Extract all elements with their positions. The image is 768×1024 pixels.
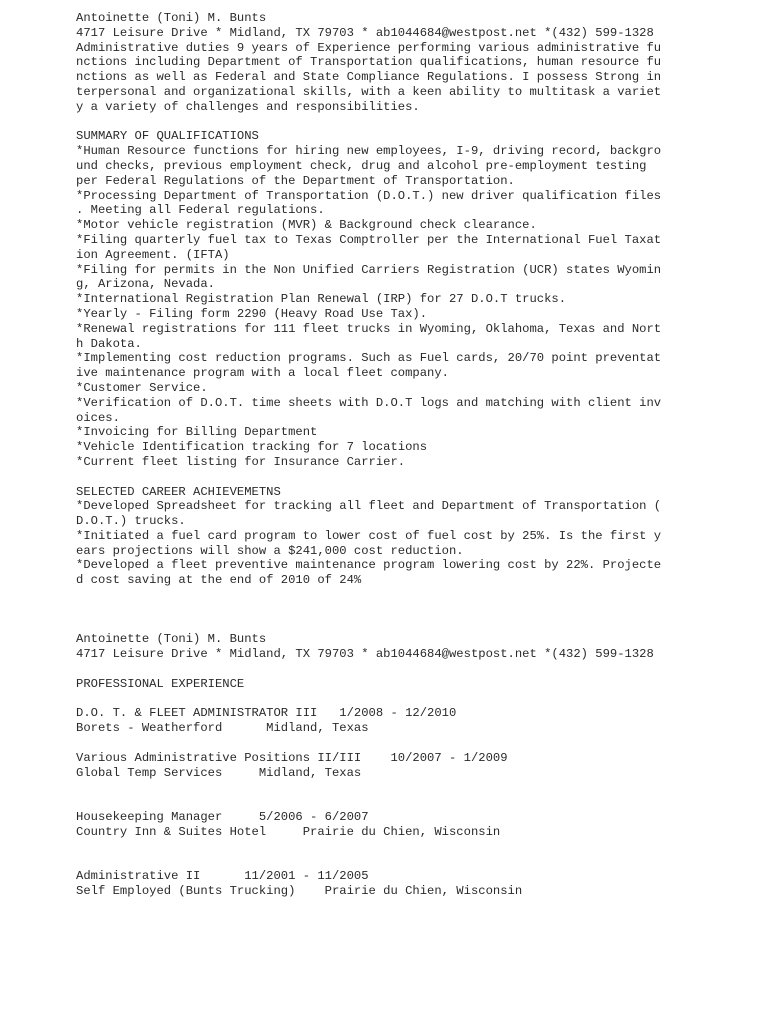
job-title-line: D.O. T. & FLEET ADMINISTRATOR III 1/2008 - 12/2010 — [76, 706, 457, 721]
summary-line: *Human Resource functions for hiring new employees, I-9, driving record, backgro — [76, 144, 662, 159]
summary-line: *Renewal registrations for 111 fleet trucks in Wyoming, Oklahoma, Texas and Nort — [76, 321, 662, 336]
summary-line: ive maintenance program with a local fleet company. — [76, 366, 449, 381]
spacer — [76, 840, 676, 870]
summary-line: *Verification of D.O.T. time sheets with D.O.T logs and matching with client inv — [76, 395, 662, 410]
spacer — [76, 470, 676, 485]
summary-line: oices. — [76, 410, 120, 425]
summary-line: per Federal Regulations of the Department of Transportation. — [76, 173, 515, 188]
spacer — [76, 115, 676, 130]
achievement-line: *Developed Spreadsheet for tracking all fleet and Department of Transportation ( — [76, 499, 662, 514]
summary-line: *Current fleet listing for Insurance Carrier. — [76, 454, 406, 469]
summary-line: ion Agreement. (IFTA) — [76, 247, 230, 262]
summary-line: h Dakota. — [76, 336, 142, 351]
summary-line: *International Registration Plan Renewal (IRP) for 27 D.O.T trucks. — [76, 292, 567, 307]
summary-line: *Implementing cost reduction programs. Such as Fuel cards, 20/70 point preventat — [76, 351, 662, 366]
spacer — [76, 780, 676, 810]
job-company-line: Country Inn & Suites Hotel Prairie du Chien, Wisconsin — [76, 824, 501, 839]
spacer — [76, 662, 676, 677]
summary-line: *Processing Department of Transportation (D.O.T.) new driver qualification files — [76, 188, 662, 203]
contact-line: 4717 Leisure Drive * Midland, TX 79703 * ab1044684@westpost.net *(432) 599-1328 — [76, 25, 654, 40]
achievement-line: *Developed a fleet preventive maintenance program lowering cost by 22%. Projecte — [76, 558, 662, 573]
candidate-name: Antoinette (Toni) M. Bunts — [76, 632, 267, 647]
contact-line: 4717 Leisure Drive * Midland, TX 79703 * ab1044684@westpost.net *(432) 599-1328 — [76, 647, 654, 662]
summary-line: g, Arizona, Nevada. — [76, 277, 215, 292]
achievement-line: *Initiated a fuel card program to lower cost of fuel cost by 25%. Is the first y — [76, 528, 662, 543]
spacer — [76, 692, 676, 707]
intro-line: terpersonal and organizational skills, with a keen ability to multitask a variet — [76, 84, 662, 99]
summary-line: *Motor vehicle registration (MVR) & Background check clearance. — [76, 218, 537, 233]
achievement-line: D.O.T.) trucks. — [76, 514, 186, 529]
summary-line: *Vehicle Identification tracking for 7 locations — [76, 440, 428, 455]
resume-document — [76, 11, 676, 899]
achievement-line: ears projections will show a $241,000 cost reduction. — [76, 543, 464, 558]
job-title-line: Administrative II 11/2001 - 11/2005 — [76, 869, 369, 884]
achievement-line: d cost saving at the end of 2010 of 24% — [76, 573, 362, 588]
summary-line: *Invoicing for Billing Department — [76, 425, 318, 440]
intro-line: y a variety of challenges and responsibilities. — [76, 99, 420, 114]
summary-line: *Yearly - Filing form 2290 (Heavy Road Use Tax). — [76, 306, 428, 321]
section-heading-summary: SUMMARY OF QUALIFICATIONS — [76, 129, 259, 144]
candidate-name: Antoinette (Toni) M. Bunts — [76, 11, 267, 25]
job-company-line: Global Temp Services Midland, Texas — [76, 765, 362, 780]
summary-line: *Filing quarterly fuel tax to Texas Comptroller per the International Fuel Taxat — [76, 232, 662, 247]
spacer — [76, 588, 676, 632]
intro-line: Administrative duties 9 years of Experience performing various administrative fu — [76, 40, 662, 55]
summary-line: . Meeting all Federal regulations. — [76, 203, 325, 218]
intro-line: nctions including Department of Transportation qualifications, human resource fu — [76, 55, 662, 70]
job-title-line: Various Administrative Positions II/III 10/2007 - 1/2009 — [76, 750, 508, 765]
summary-line: und checks, previous employment check, drug and alcohol pre-employment testing — [76, 158, 647, 173]
summary-line: *Customer Service. — [76, 380, 208, 395]
job-title-line: Housekeeping Manager 5/2006 - 6/2007 — [76, 810, 369, 825]
job-company-line: Self Employed (Bunts Trucking) Prairie du Chien, Wisconsin — [76, 884, 523, 899]
spacer — [76, 736, 676, 751]
section-heading-achievements: SELECTED CAREER ACHIEVEMETNS — [76, 484, 281, 499]
section-heading-experience: PROFESSIONAL EXPERIENCE — [76, 676, 245, 691]
summary-line: *Filing for permits in the Non Unified Carriers Registration (UCR) states Wyomin — [76, 262, 662, 277]
intro-line: nctions as well as Federal and State Compliance Regulations. I possess Strong in — [76, 70, 662, 85]
job-company-line: Borets - Weatherford Midland, Texas — [76, 721, 369, 736]
